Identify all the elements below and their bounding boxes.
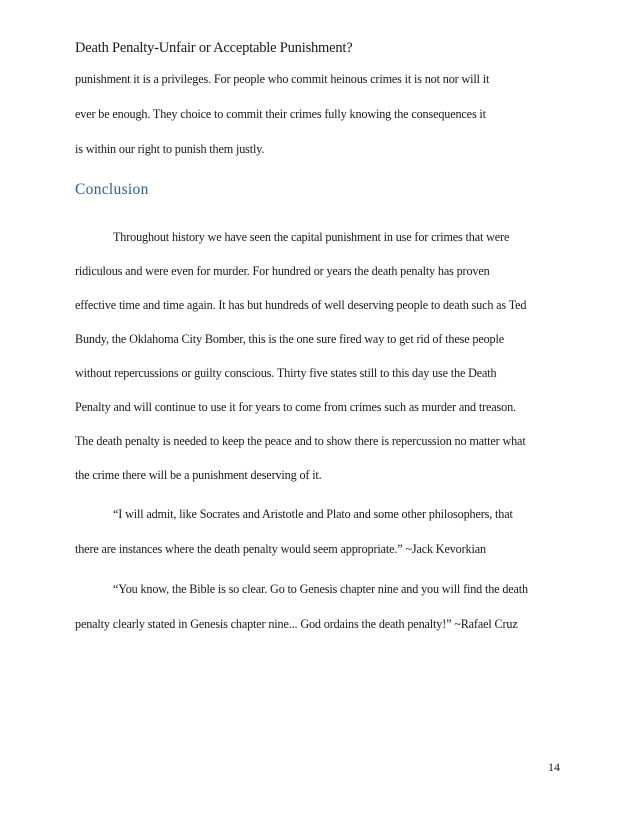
paragraph-line: is within our right to punish them justly. — [75, 142, 265, 156]
section-heading: Conclusion — [75, 181, 149, 198]
quote-line: “I will admit, like Socrates and Aristotle and Plato and some other philosophers, that — [113, 507, 513, 521]
quote-line: penalty clearly stated in Genesis chapter nine... God ordains the death penalty!” ~Rafael Cruz — [75, 617, 518, 631]
paragraph-line: Throughout history we have seen the capital punishment in use for crimes that were — [113, 230, 510, 244]
quote-line: “You know, the Bible is so clear. Go to Genesis chapter nine and you will find the death — [113, 582, 528, 596]
paragraph-line: the crime there will be a punishment deserving of it. — [75, 468, 322, 482]
running-header: Death Penalty-Unfair or Acceptable Punishment? — [75, 40, 353, 56]
paragraph-line: effective time and time again. It has but hundreds of well deserving people to death such as Ted — [75, 298, 527, 312]
paragraph-line: The death penalty is needed to keep the peace and to show there is repercussion no matter what — [75, 434, 526, 448]
paragraph-line: ridiculous and were even for murder. For hundred or years the death penalty has proven — [75, 264, 490, 278]
quote-line: there are instances where the death penalty would seem appropriate.” ~Jack Kevorkian — [75, 542, 486, 556]
paragraph-line: without repercussions or guilty conscious. Thirty five states still to this day use the Death — [75, 366, 497, 380]
paragraph-line: Penalty and will continue to use it for years to come from crimes such as murder and treason. — [75, 400, 516, 414]
paragraph-line: ever be enough. They choice to commit their crimes fully knowing the consequences it — [75, 107, 486, 121]
paragraph-line: punishment it is a privileges. For people who commit heinous crimes it is not nor will it — [75, 72, 490, 86]
page-number: 14 — [548, 760, 560, 774]
paragraph-line: Bundy, the Oklahoma City Bomber, this is the one sure fired way to get rid of these people — [75, 332, 504, 346]
